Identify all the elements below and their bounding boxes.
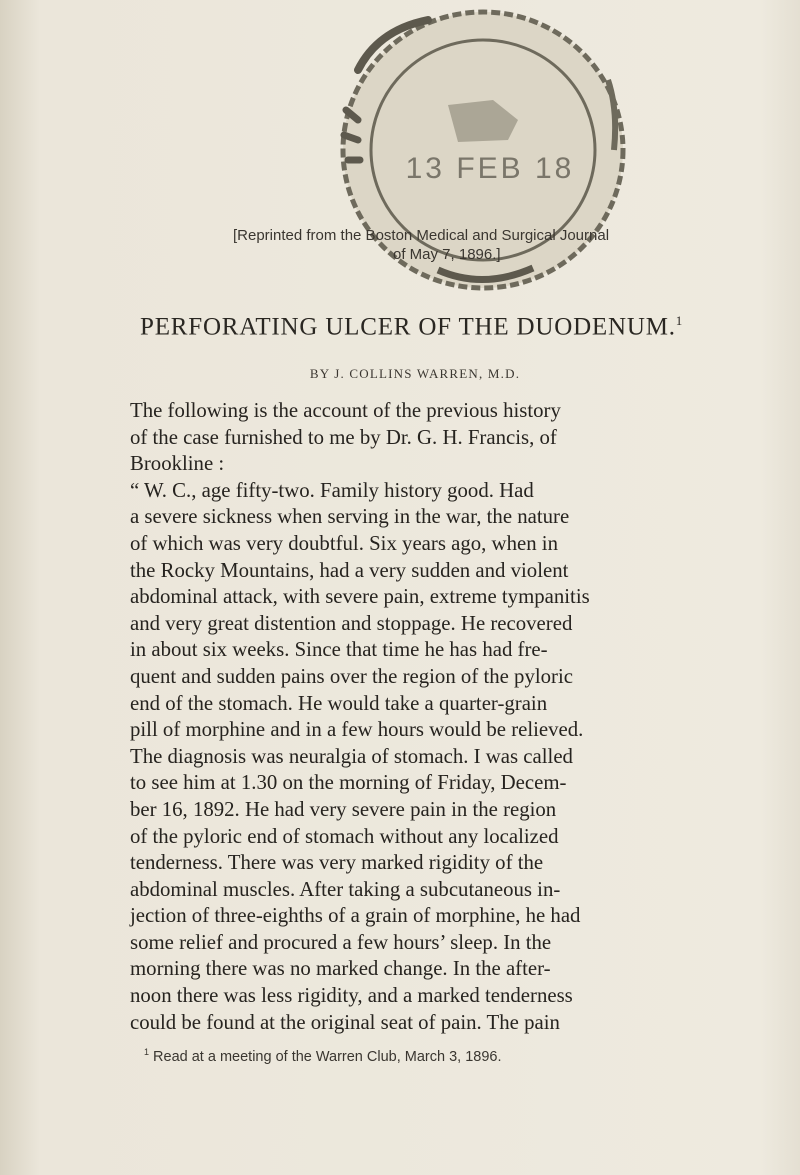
footnote-text: Read at a meeting of the Warren Club, March 3, 1896. [153,1048,502,1065]
body-line: jection of three-eighths of a grain of morphine, he had [130,904,581,928]
body-line: The following is the account of the previous history [130,399,561,422]
body-line: ber 16, 1892. He had very severe pain in the region [130,797,557,821]
body-line: abdominal attack, with severe pain, extreme tympanitis [130,585,590,609]
body-line: the Rocky Mountains, had a very sudden and violent [130,558,569,582]
body-line: and very great distention and stoppage. He recovered [130,611,573,635]
title-footnote-mark: 1 [675,313,684,328]
body-line: of the pyloric end of stomach without any localized [130,824,559,848]
reprint-notice [233,226,793,264]
body-line: pill of morphine and in a few hours would be relieved. [130,718,584,742]
stamp-date: 13 FEB 18 [405,152,575,185]
body-line: some relief and procured a few hours’ sleep. In the [130,930,552,954]
author-byline: BY J. COLLINS WARREN, M.D. [309,366,521,381]
body-line: noon there was less rigidity, and a marked tenderness [130,984,573,1008]
body-line: Brookline : [130,452,225,476]
body-line: morning there was no marked change. In the after- [130,957,551,981]
article-body [130,398,770,1036]
body-line: end of the stomach. He would take a quarter-grain [130,691,548,715]
body-line: to see him at 1.30 on the morning of Friday, Decem- [130,771,567,795]
article-title-text: PERFORATING ULCER OF THE DUODENUM. [140,313,676,341]
footnote-mark: 1 [144,1047,150,1057]
body-line: The diagnosis was neuralgia of stomach. I was called [130,744,573,768]
body-line: tenderness. There was very marked rigidity of the [130,851,544,875]
body-line: abdominal muscles. After taking a subcutaneous in- [130,877,561,901]
body-line: in about six weeks. Since that time he has had fre- [130,638,548,662]
reprint-line-2: of May 7, 1896.] [393,246,501,263]
body-line: quent and sudden pains over the region of the pyloric [130,664,573,688]
body-line: could be found at the original seat of pain. The pain [130,1010,560,1034]
body-line: a severe sickness when serving in the war, the nature [130,505,570,529]
body-line: of which was very doubtful. Six years ago, when in [130,531,558,555]
footnote [130,1047,770,1065]
body-line: “ W. C., age fifty-two. Family history good. Had [130,478,534,502]
reprint-line-1: [Reprinted from the Boston Medical and Surgical Journal [233,227,610,244]
body-line: of the case furnished to me by Dr. G. H. Francis, of [130,425,557,449]
article-title [140,313,760,341]
